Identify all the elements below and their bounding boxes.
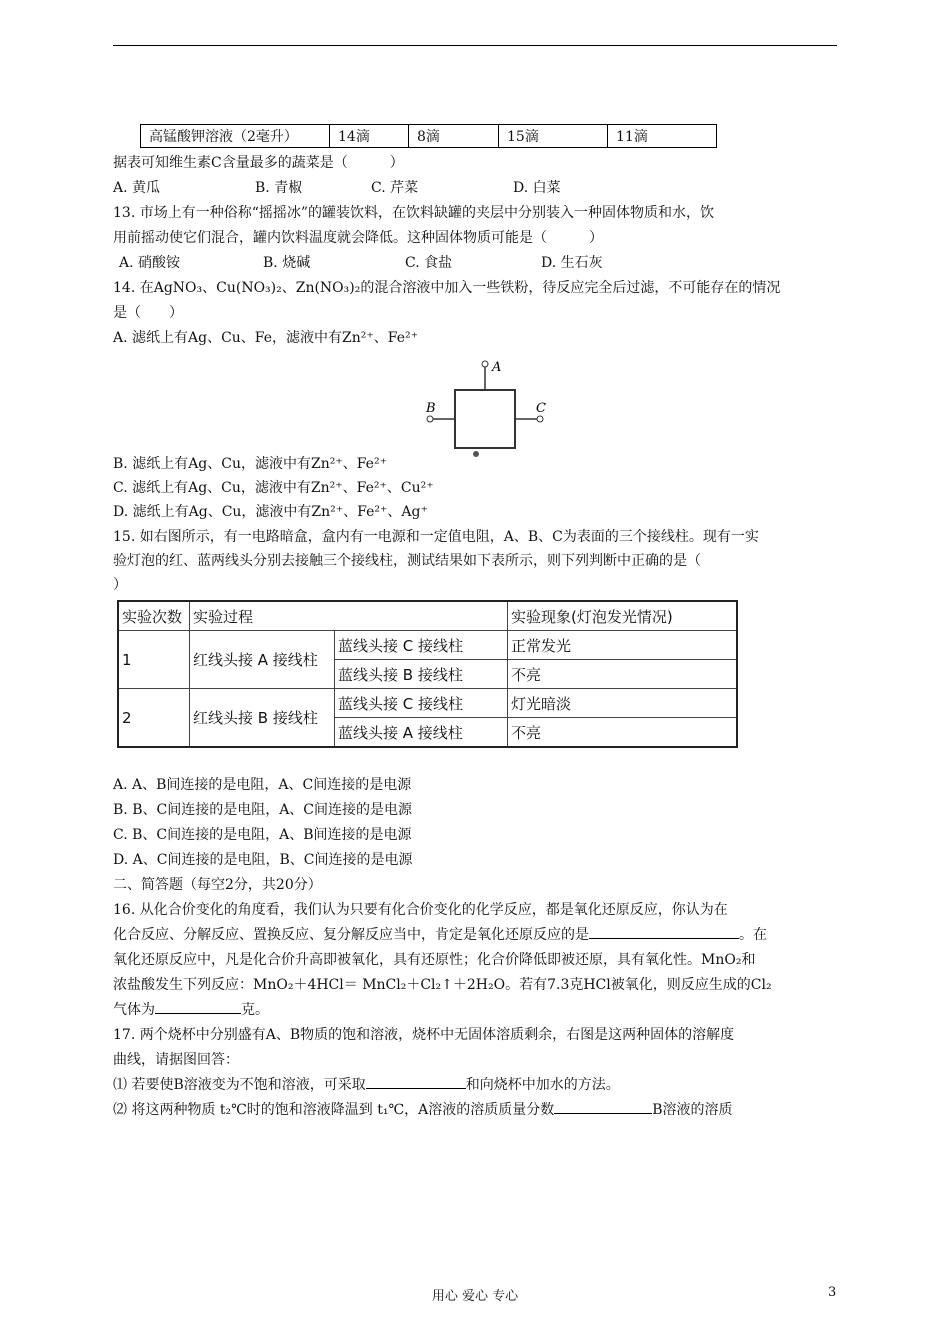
option-d: D. 白菜 xyxy=(513,180,561,196)
q17-text: 和向烧杯中加水的方法。 xyxy=(465,1077,620,1093)
q15-line2: 验灯泡的红、蓝两线头分别去接触三个接线柱，测试结果如下表所示，则下列判断中正确的是（ xyxy=(113,553,701,569)
label-a: A xyxy=(492,360,502,375)
option-c: C. 食盐 xyxy=(405,255,453,271)
q14-option-c: C. 滤纸上有Ag、Cu，滤液中有Zn²⁺、Fe²⁺、Cu²⁺ xyxy=(113,480,434,496)
table-cell: 1 xyxy=(118,631,190,689)
circuit-box xyxy=(455,390,515,448)
table-cell: 蓝线头接 C 接线柱 xyxy=(335,631,508,660)
option-a: A. 硝酸铵 xyxy=(119,255,181,271)
table-row xyxy=(141,125,717,148)
label-b: B xyxy=(426,401,436,416)
q14-line2: 是（ ） xyxy=(113,305,183,321)
q16-line2 xyxy=(113,924,843,946)
q14-option-a: A. 滤纸上有Ag、Cu、Fe，滤液中有Zn²⁺、Fe²⁺ xyxy=(113,330,419,346)
table-cell: 不亮 xyxy=(508,718,738,748)
q16-line5 xyxy=(113,999,843,1021)
table-cell: 不亮 xyxy=(508,660,738,689)
q13-line1: 13. 市场上有一种俗称“摇摇冰”的罐装饮料，在饮料缺罐的夹层中分别装入一种固体物质和水，饮 xyxy=(113,205,715,221)
q13-line2: 用前摇动使它们混合，罐内饮料温度就会降低。这种固体物质可能是（ ） xyxy=(113,230,603,246)
table-cell: 红线头接 A 接线柱 xyxy=(190,631,335,689)
answer-blank[interactable] xyxy=(589,924,739,939)
terminal-a xyxy=(482,361,488,367)
table-row xyxy=(118,689,737,718)
q15-option-c: C. B、C间连接的是电阻，A、B间连接的是电源 xyxy=(113,827,412,843)
q17-line1: 17. 两个烧杯中分别盛有A、B物质的饱和溶液，烧杯中无固体溶质剩余，右图是这两种固体的溶解度 xyxy=(113,1027,735,1043)
q16-text: 化合反应、分解反应、置换反应、复分解反应当中，肯定是氧化还原反应的是 xyxy=(113,927,589,943)
q14-option-d: D. 滤纸上有Ag、Cu，滤液中有Zn²⁺、Fe²⁺、Ag⁺ xyxy=(113,504,428,520)
q15-option-a: A. A、B间连接的是电阻，A、C间连接的是电源 xyxy=(113,777,412,793)
q17-line2: 曲线，请据图回答： xyxy=(113,1052,239,1068)
q17-text: ⑴ 若要使B溶液变为不饱和溶液，可采取 xyxy=(113,1077,366,1093)
table-cell: 11滴 xyxy=(608,125,717,148)
table-cell: 高锰酸钾溶液（2毫升） xyxy=(141,125,330,148)
table-cell: 15滴 xyxy=(499,125,608,148)
header-cell: 实验现象(灯泡发光情况) xyxy=(508,601,738,631)
q15-option-b: B. B、C间连接的是电阻，A、C间连接的是电源 xyxy=(113,802,413,818)
answer-blank[interactable] xyxy=(366,1074,466,1089)
q16-text: 克。 xyxy=(241,1002,269,1018)
q16-text: 气体为 xyxy=(113,1002,155,1018)
circuit-box-diagram xyxy=(420,355,560,465)
option-a: A. 黄瓜 xyxy=(113,180,161,196)
q16-text: 。在 xyxy=(739,927,767,943)
answer-blank[interactable] xyxy=(554,1099,652,1114)
q16-line1: 16. 从化合价变化的角度看，我们认为只要有化合价变化的化学反应，都是氧化还原反应，你认为在 xyxy=(113,902,728,918)
q15-option-d: D. A、C间连接的是电阻，B、C间连接的是电源 xyxy=(113,852,413,868)
label-c: C xyxy=(536,401,546,416)
table-cell: 8滴 xyxy=(409,125,499,148)
q16-line3: 氧化还原反应中，凡是化合价升高即被氧化，具有还原性；化合价降低即被还原，具有氧化性。MnO₂和 xyxy=(113,952,756,968)
experiment-table xyxy=(117,600,738,748)
q17-line3 xyxy=(113,1074,843,1096)
q17-text: ⑵ 将这两种物质 t₂℃时的饱和溶液降温到 t₁℃，A溶液的溶质质量分数 xyxy=(113,1102,555,1118)
option-b: B. 烧碱 xyxy=(263,255,311,271)
table-cell: 蓝线头接 A 接线柱 xyxy=(335,718,508,748)
q17-text: B溶液的溶质 xyxy=(652,1102,733,1118)
header-cell: 实验次数 xyxy=(118,601,190,631)
q14-option-b: B. 滤纸上有Ag、Cu，滤液中有Zn²⁺、Fe²⁺ xyxy=(113,456,387,472)
q14-line1: 14. 在AgNO₃、Cu(NO₃)₂、Zn(NO₃)₂的混合溶液中加入一些铁粉，待反应完全后过滤，不可能存在的情况 xyxy=(113,280,781,296)
q12-stem: 据表可知维生素C含量最多的蔬菜是（ ） xyxy=(113,155,404,171)
section-heading: 二、简答题（每空2分，共20分） xyxy=(113,877,322,893)
table-cell: 14滴 xyxy=(330,125,409,148)
q15-line1: 15. 如右图所示，有一电路暗盒，盒内有一电源和一定值电阻，A、B、C为表面的三个接线柱。现有一实 xyxy=(113,529,759,545)
table-cell: 正常发光 xyxy=(508,631,738,660)
q15-line3: ） xyxy=(113,577,127,593)
table-cell: 红线头接 B 接线柱 xyxy=(190,689,335,748)
option-b: B. 青椒 xyxy=(255,180,303,196)
table-cell: 蓝线头接 B 接线柱 xyxy=(335,660,508,689)
terminal-b xyxy=(427,416,433,422)
table-cell: 蓝线头接 C 接线柱 xyxy=(335,689,508,718)
header-cell: 实验过程 xyxy=(190,601,508,631)
page-footer: 用心 爱心 专心 xyxy=(431,1289,519,1304)
q17-line4 xyxy=(113,1099,843,1121)
terminal-c xyxy=(537,416,543,422)
table-cell: 灯光暗淡 xyxy=(508,689,738,718)
option-c: C. 芹菜 xyxy=(371,180,419,196)
header-rule xyxy=(113,45,837,46)
page-number: 3 xyxy=(828,1285,837,1300)
q16-line4: 浓盐酸发生下列反应：MnO₂＋4HCl＝ MnCl₂＋Cl₂↑＋2H₂O。若有7.3克HCl被氧化，则反应生成的Cl₂ xyxy=(113,977,772,993)
answer-blank[interactable] xyxy=(155,999,241,1014)
option-d: D. 生石灰 xyxy=(541,255,603,271)
table-header-row xyxy=(118,601,737,631)
kmno4-table xyxy=(140,124,717,148)
table-row xyxy=(118,631,737,660)
table-cell: 2 xyxy=(118,689,190,748)
